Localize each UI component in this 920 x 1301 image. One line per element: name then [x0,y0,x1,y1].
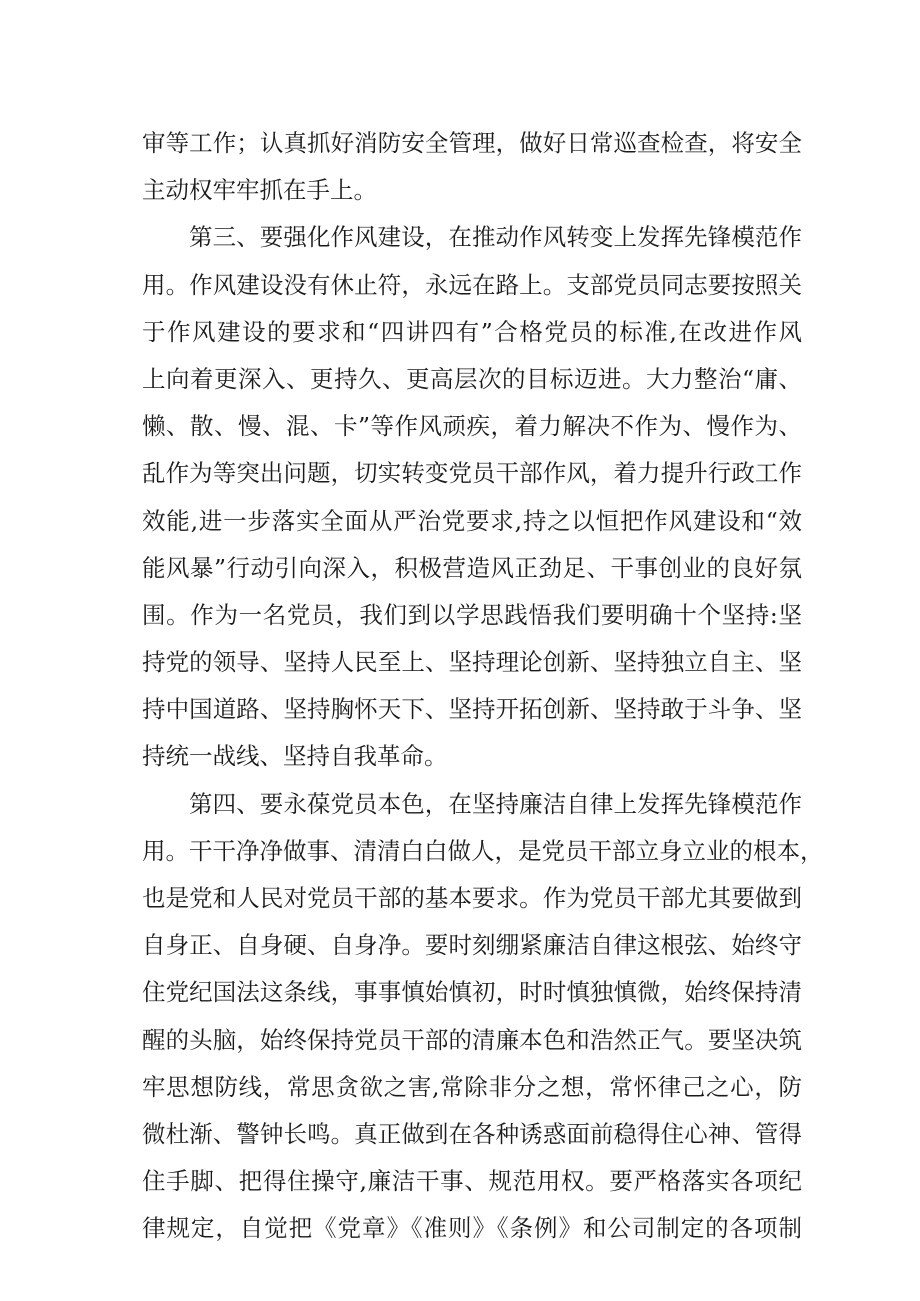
paragraph-2-line-1: 第三、要强化作风建设，在推动作风转变上发挥先锋模范作 [189,223,802,252]
paragraph-2-line-11: 持中国道路、坚持胸怀天下、坚持开拓创新、坚持敢于斗争、坚 [142,695,802,724]
paragraph-2-line-5: 懒、散、慢、混、卡”等作风顽疾，着力解决不作为、慢作为、 [142,412,802,441]
paragraph-3-line-9: 住手脚、把得住操守,廉洁干事、规范用权。要严格落实各项纪 [142,1167,802,1196]
document-body [142,120,824,1253]
paragraph-2-line-6: 乱作为等突出问题，切实转变党员干部作风，着力提升行政工作 [142,459,802,488]
paragraph-2-line-7: 效能,进一步落实全面从严治党要求,持之以恒把作风建设和“效 [142,506,802,535]
paragraph-3-line-1: 第四、要永葆党员本色，在坚持廉洁自律上发挥先锋模范作 [189,789,802,818]
paragraph-3-line-3: 也是党和人民对党员干部的基本要求。作为党员干部尤其要做到 [142,884,802,912]
paragraph-3-line-10: 律规定，自觉把《党章》《准则》《条例》和公司制定的各项制 [142,1214,802,1243]
paragraph-2-line-4: 上向着更深入、更持久、更高层次的目标迈进。大力整治“庸、 [142,364,802,393]
paragraph-2-line-12: 持统一战线、坚持自我革命。 [142,742,448,771]
paragraph-2-line-10: 持党的领导、坚持人民至上、坚持理论创新、坚持独立自主、坚 [142,648,802,677]
paragraph-3-line-2: 用。干干净净做事、清清白白做人，是党员干部立身立业的根本， [142,836,824,865]
paragraph-3-line-8: 微杜渐、警钟长鸣。真正做到在各种诱惑面前稳得住心神、管得 [142,1119,802,1148]
paragraph-3-line-7: 牢思想防线，常思贪欲之害,常除非分之想，常怀律己之心，防 [142,1072,802,1101]
paragraph-2-line-8: 能风暴”行动引向深入，积极营造风正劲足、干事创业的良好氛 [142,553,802,582]
paragraph-2-line-2: 用。作风建设没有休止符，永远在路上。支部党员同志要按照关 [142,270,802,299]
paragraph-2-line-9: 围。作为一名党员，我们到以学思践悟我们要明确十个坚持:坚 [142,600,802,629]
paragraph-3-line-4: 自身正、自身硬、自身净。要时刻绷紧廉洁自律这根弦、始终守 [142,931,802,960]
paragraph-1-line-1: 审等工作；认真抓好消防安全管理，做好日常巡查检查，将安全 [142,129,802,157]
paragraph-3-line-5: 住党纪国法这条线，事事慎始慎初，时时慎独慎微，始终保持清 [142,978,802,1007]
paragraph-2-line-3: 于作风建设的要求和“四讲四有”合格党员的标准,在改进作风 [142,317,802,346]
paragraph-3-line-6: 醒的头脑，始终保持党员干部的清廉本色和浩然正气。要坚决筑 [142,1025,802,1054]
paragraph-1-line-2: 主动权牢牢抓在手上。 [142,176,377,205]
